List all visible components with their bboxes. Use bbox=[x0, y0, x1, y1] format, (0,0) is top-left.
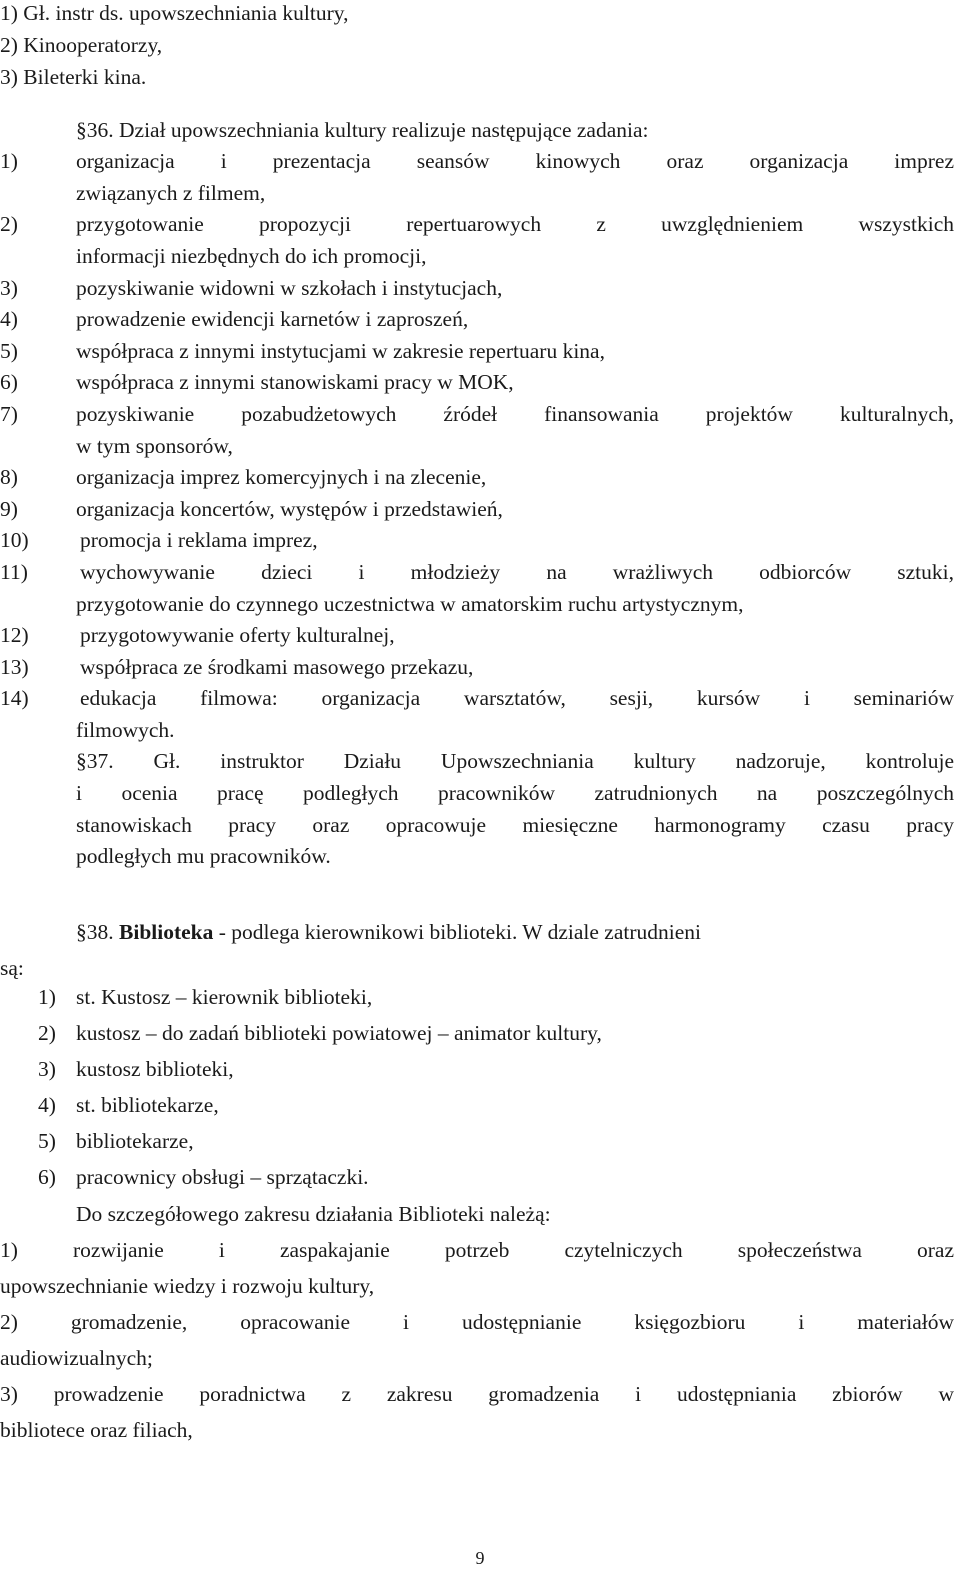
item-text: pracownicy obsługi – sprzątaczki. bbox=[76, 1165, 369, 1189]
item-text: st. Kustosz – kierownik biblioteki, bbox=[76, 985, 373, 1009]
library-scope-line: audiowizualnych; bbox=[0, 1346, 153, 1370]
item-text: organizacja imprez komercyjnych i na zlecenie, bbox=[76, 465, 487, 489]
section-38-prefix: §38. bbox=[76, 920, 119, 944]
library-scope-line: upowszechnianie wiedzy i rozwoju kultury, bbox=[0, 1274, 375, 1298]
section-37-line: i ocenia pracę podległych pracowników zatrudnionych na poszczególnych bbox=[76, 781, 954, 805]
item-label: 5) bbox=[0, 339, 18, 363]
item-text: współpraca z innymi stanowiskami pracy w MOK, bbox=[76, 370, 514, 394]
library-scope-line: bibliotece oraz filiach, bbox=[0, 1418, 193, 1442]
library-scope-heading: Do szczegółowego zakresu działania Biblioteki należą: bbox=[76, 1202, 551, 1226]
item-label: 10) bbox=[0, 528, 29, 552]
item-text: związanych z filmem, bbox=[76, 181, 266, 205]
item-label: 4) bbox=[0, 307, 18, 331]
item-text: informacji niezbędnych do ich promocji, bbox=[76, 244, 427, 268]
item-label: 7) bbox=[0, 402, 18, 426]
item-text: w tym sponsorów, bbox=[76, 434, 233, 458]
item-label: 14) bbox=[0, 686, 29, 710]
item-text: bibliotekarze, bbox=[76, 1129, 194, 1153]
item-text: st. bibliotekarze, bbox=[76, 1093, 219, 1117]
item-text: współpraca z innymi instytucjami w zakresie repertuaru kina, bbox=[76, 339, 605, 363]
item-text: pozyskiwanie pozabudżetowych źródeł finansowania projektów kulturalnych, bbox=[76, 402, 954, 426]
item-label: 11) bbox=[0, 560, 28, 584]
section-37-line: stanowiskach pracy oraz opracowuje miesięczne harmonogramy czasu pracy bbox=[76, 813, 954, 837]
item-text: współpraca ze środkami masowego przekazu, bbox=[80, 655, 474, 679]
page-number: 9 bbox=[475, 1548, 485, 1568]
section-38-rest: - podlega kierownikowi biblioteki. W dziale zatrudnieni bbox=[213, 920, 701, 944]
item-label: 1) bbox=[38, 985, 56, 1009]
item-text: wychowywanie dzieci i młodzieży na wrażliwych odbiorców sztuki, bbox=[80, 560, 954, 584]
item-text: przygotowanie propozycji repertuarowych z uwzględnieniem wszystkich bbox=[76, 212, 954, 236]
item-label: 8) bbox=[0, 465, 18, 489]
section-36-heading: §36. Dział upowszechniania kultury realizuje następujące zadania: bbox=[76, 118, 649, 142]
section-38-heading bbox=[76, 922, 954, 944]
item-text: prowadzenie ewidencji karnetów i zaproszeń, bbox=[76, 307, 469, 331]
staff-list-item-2: 2) Kinooperatorzy, bbox=[0, 33, 163, 57]
library-scope-line: 3) prowadzenie poradnictwa z zakresu gromadzenia i udostępniania zbiorów w bbox=[0, 1382, 954, 1406]
item-label: 3) bbox=[38, 1057, 56, 1081]
item-text: kustosz – do zadań biblioteki powiatowej – animator kultury, bbox=[76, 1021, 602, 1045]
item-text: przygotowanie do czynnego uczestnictwa w amatorskim ruchu artystycznym, bbox=[76, 592, 744, 616]
item-label: 9) bbox=[0, 497, 18, 521]
item-text: organizacja i prezentacja seansów kinowych oraz organizacja imprez bbox=[76, 149, 954, 173]
item-label: 3) bbox=[0, 276, 18, 300]
item-text: pozyskiwanie widowni w szkołach i instytucjach, bbox=[76, 276, 503, 300]
item-label: 6) bbox=[0, 370, 18, 394]
item-label: 2) bbox=[0, 212, 18, 236]
item-label: 5) bbox=[38, 1129, 56, 1153]
item-label: 2) bbox=[38, 1021, 56, 1045]
section-37-line: podległych mu pracowników. bbox=[76, 844, 331, 868]
item-text: promocja i reklama imprez, bbox=[80, 528, 318, 552]
item-label: 4) bbox=[38, 1093, 56, 1117]
section-38-continuation: są: bbox=[0, 956, 24, 980]
item-label: 13) bbox=[0, 655, 29, 679]
item-text: edukacja filmowa: organizacja warsztatów, sesji, kursów i seminariów bbox=[80, 686, 954, 710]
library-scope-line: 2) gromadzenie, opracowanie i udostępnianie księgozbioru i materiałów bbox=[0, 1310, 954, 1334]
item-text: kustosz biblioteki, bbox=[76, 1057, 234, 1081]
staff-list-item-3: 3) Bileterki kina. bbox=[0, 65, 147, 89]
section-37-line: §37. Gł. instruktor Działu Upowszechniania kultury nadzoruje, kontroluje bbox=[76, 749, 954, 773]
staff-list-item-1: 1) Gł. instr ds. upowszechniania kultury, bbox=[0, 1, 349, 25]
item-label: 6) bbox=[38, 1165, 56, 1189]
item-label: 12) bbox=[0, 623, 29, 647]
library-scope-line: 1) rozwijanie i zaspakajanie potrzeb czytelniczych społeczeństwa oraz bbox=[0, 1238, 954, 1262]
section-38-title: Biblioteka bbox=[119, 920, 214, 944]
item-label: 1) bbox=[0, 149, 18, 173]
item-text: filmowych. bbox=[76, 718, 175, 742]
item-text: organizacja koncertów, występów i przedstawień, bbox=[76, 497, 503, 521]
item-text: przygotowywanie oferty kulturalnej, bbox=[80, 623, 395, 647]
